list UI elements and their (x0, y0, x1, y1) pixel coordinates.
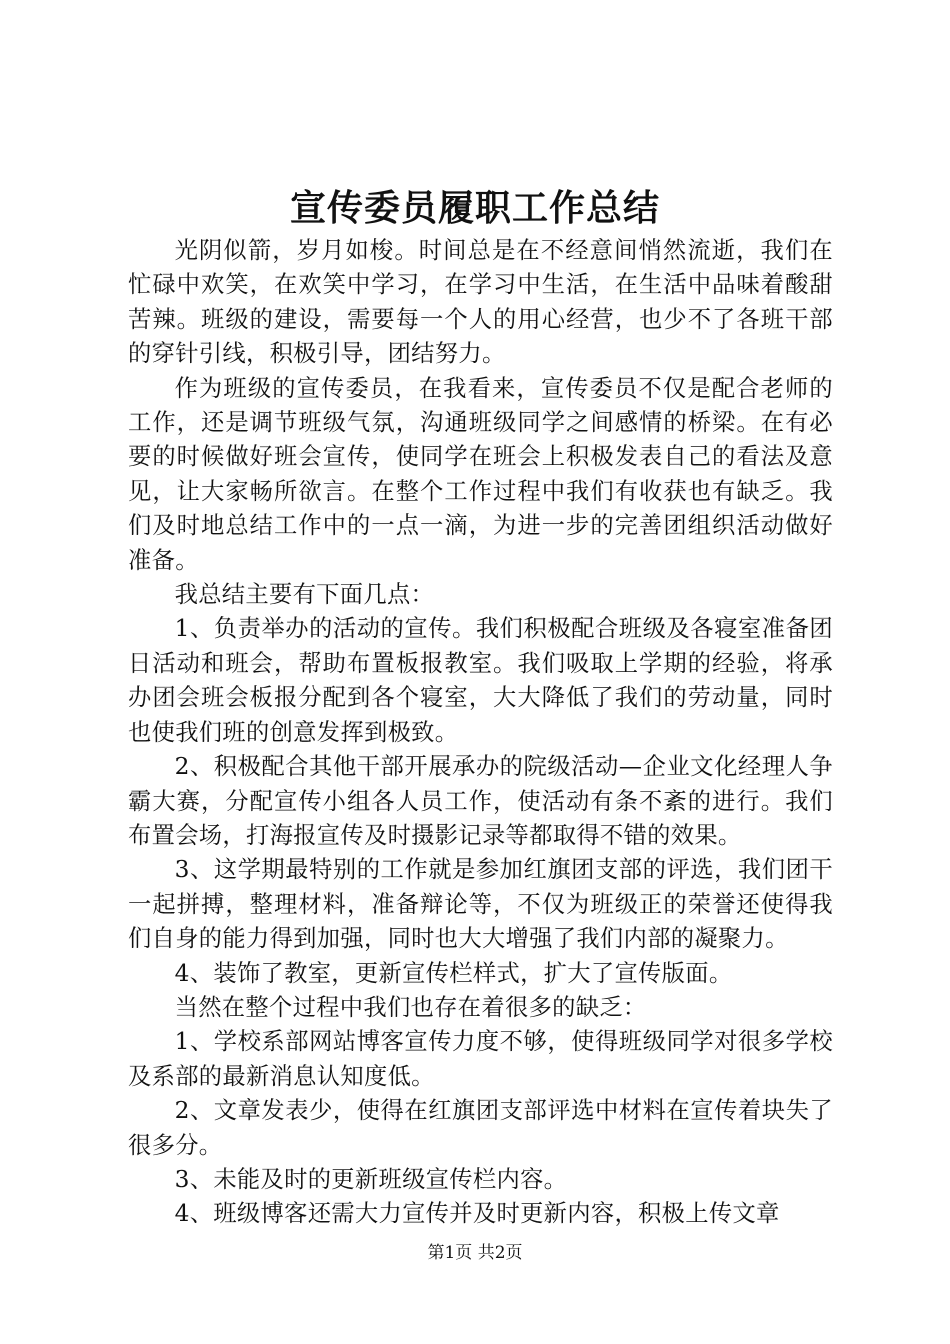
paragraph-shortcoming-2: 2、文章发表少，使得在红旗团支部评选中材料在宣传着块失了很多分。 (128, 1097, 833, 1159)
paragraph-achievement-1: 1、负责举办的活动的宣传。我们积极配合班级及各寝室准备团日活动和班会，帮助布置板报教室。我们吸取上学期的经验，将承办团会班会板报分配到各个寝室，大大降低了我们的劳动量，同时也使我们班的创意发挥到极致。 (128, 615, 833, 746)
paragraph-shortcoming-3: 3、未能及时的更新班级宣传栏内容。 (174, 1165, 568, 1193)
page-title: 宣传委员履职工作总结 (289, 187, 660, 229)
paragraph-role: 作为班级的宣传委员，在我看来，宣传委员不仅是配合老师的工作，还是调节班级气氛，沟通班级同学之间感情的桥梁。在有必要的时候做好班会宣传，使同学在班会上积极发表自己的看法及意见，让大家畅所欲言。在整个工作过程中我们有收获也有缺乏。我们及时地总结工作中的一点一滴，为进一步的完善团组织活动做好准备。 (128, 374, 833, 574)
document-body (128, 234, 833, 1232)
paragraph-achievement-3: 3、这学期最特别的工作就是参加红旗团支部的评选，我们团干一起拼搏，整理材料，准备辩论等，不仅为班级正的荣誉还使得我们自身的能力得到加强，同时也大大增强了我们内部的凝聚力。 (128, 856, 833, 953)
paragraph-achievement-2: 2、积极配合其他干部开展承办的院级活动—企业文化经理人争霸大赛，分配宣传小组各人员工作，使活动有条不紊的进行。我们布置会场，打海报宣传及时摄影记录等都取得不错的效果。 (128, 753, 833, 849)
paragraph-achievement-4: 4、装饰了教室，更新宣传栏样式，扩大了宣传版面。 (174, 959, 733, 987)
paragraph-shortcoming-1: 1、学校系部网站博客宣传力度不够，使得班级同学对很多学校及系部的最新消息认知度低。 (128, 1028, 833, 1090)
paragraph-shortcoming-4: 4、班级博客还需大力宣传并及时更新内容，积极上传文章 (174, 1200, 780, 1228)
paragraph-intro: 光阴似箭，岁月如梭。时间总是在不经意间悄然流逝，我们在忙碌中欢笑，在欢笑中学习，在学习中生活，在生活中品味着酸甜苦辣。班级的建设，需要每一个人的用心经营，也少不了各班干部的穿针引线，积极引导，团结努力。 (128, 237, 833, 368)
page-number-footer: 第1页 共2页 (427, 1243, 523, 1263)
paragraph-summary-heading: 我总结主要有下面几点： (174, 581, 435, 609)
paragraph-shortcomings-heading: 当然在整个过程中我们也存在着很多的缺乏： (174, 993, 647, 1021)
